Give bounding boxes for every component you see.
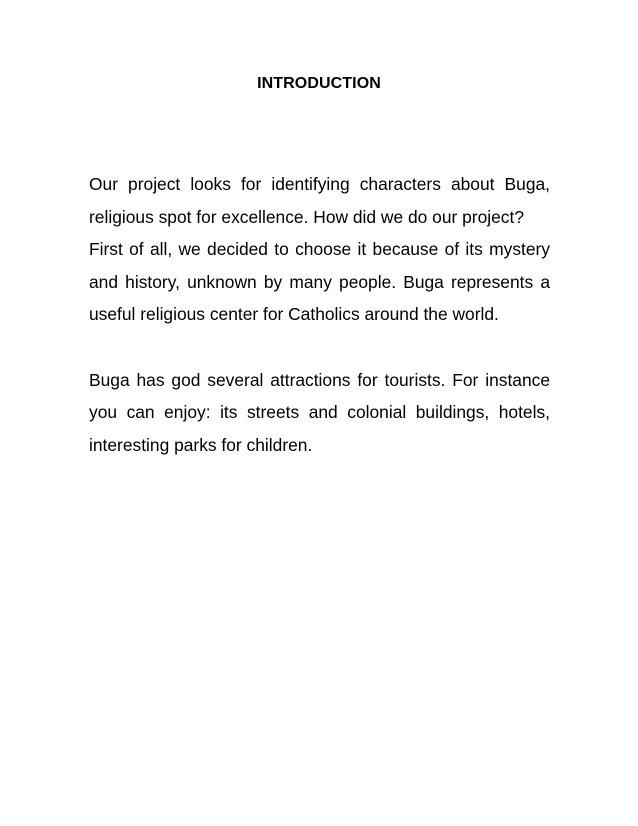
paragraph-why-buga: First of all, we decided to choose it because of its mystery and history, unknown by many people. Buga represents a useful religious center for Catholics around the world. (89, 239, 550, 325)
paragraph-spacer (89, 331, 550, 364)
paragraph-project-intro: Our project looks for identifying characters about Buga, religious spot for excellence. How did we do our project? (89, 174, 550, 227)
document-body (89, 168, 550, 461)
page-title: INTRODUCTION (257, 75, 381, 92)
paragraph-attractions: Buga has god several attractions for tourists. For instance you can enjoy: its streets and colonial buildings, hotels, interesting parks for children. (89, 369, 550, 455)
